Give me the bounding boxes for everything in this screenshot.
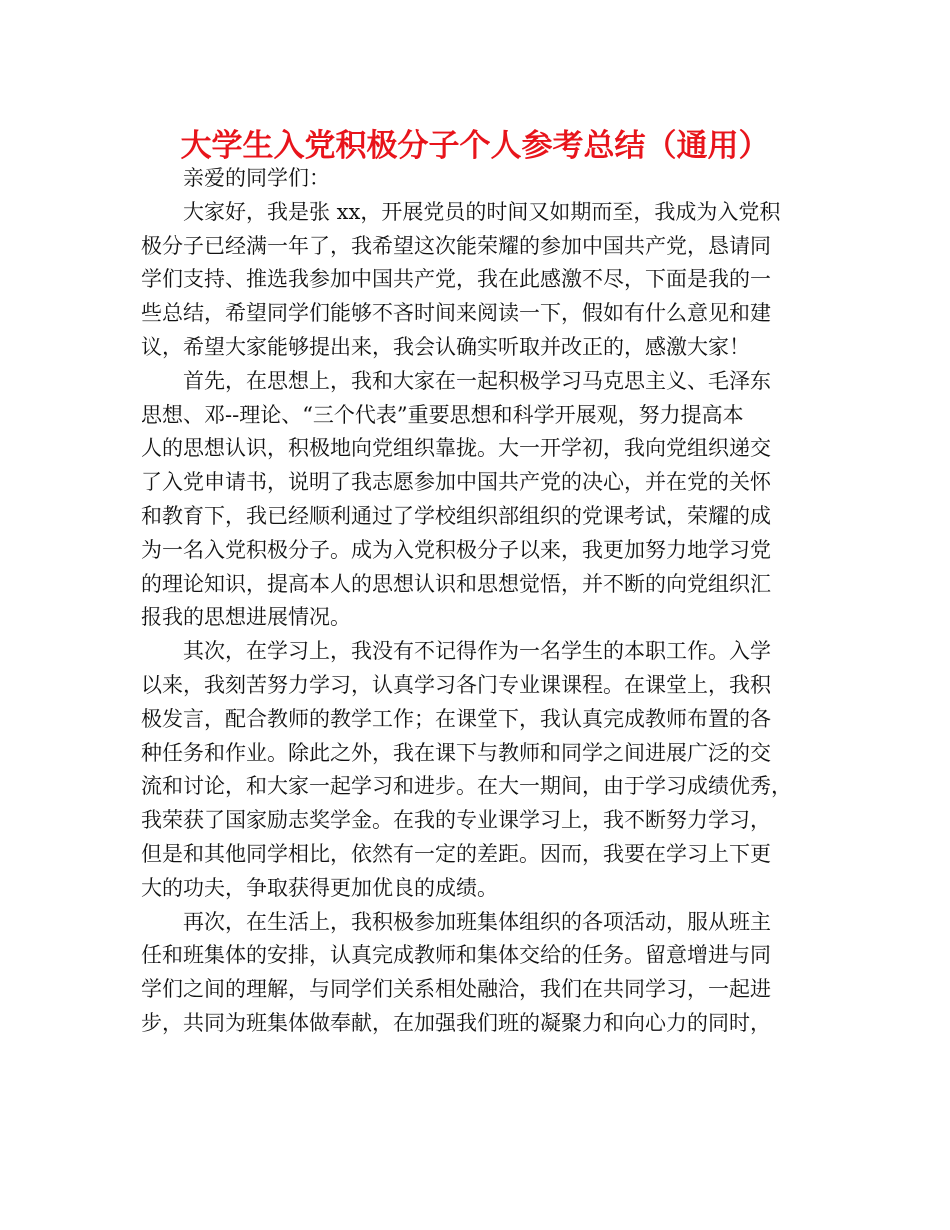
body-line: 大家好，我是张 xx，开展党员的时间又如期而至，我成为入党积 bbox=[183, 199, 781, 224]
body-line: 任和班集体的安排，认真完成教师和集体交给的任务。留意增进与同 bbox=[141, 943, 771, 968]
body-line: 再次，在生活上，我积极参加班集体组织的各项活动，服从班主 bbox=[183, 909, 771, 934]
body-line: 大的功夫，争取获得更加优良的成绩。 bbox=[141, 875, 498, 900]
salutation-line: 亲爱的同学们： bbox=[183, 166, 330, 190]
body-line: 了入党申请书，说明了我志愿参加中国共产党的决心，并在党的关怀 bbox=[141, 470, 771, 495]
body-line: 种任务和作业。除此之外，我在课下与教师和同学之间进展广泛的交 bbox=[141, 740, 771, 765]
body-line: 的理论知识，提高本人的思想认识和思想觉悟，并不断的向党组织汇 bbox=[141, 571, 771, 596]
body-line: 我荣获了国家励志奖学金。在我的专业课学习上，我不断努力学习， bbox=[141, 808, 771, 833]
body-line: 议，希望大家能够提出来，我会认确实听取并改正的，感激大家！ bbox=[141, 334, 750, 359]
body-line: 极分子已经满一年了，我希望这次能荣耀的参加中国共产党，恳请同 bbox=[141, 233, 771, 258]
document-title: 大学生入党积极分子个人参考总结（通用） bbox=[180, 128, 770, 164]
body-line: 首先，在思想上，我和大家在一起积极学习马克思主义、毛泽东 bbox=[183, 368, 771, 393]
body-line: 流和讨论，和大家一起学习和进步。在大一期间，由于学习成绩优秀， bbox=[141, 774, 792, 799]
body-line: 和教育下，我已经顺利通过了学校组织部组织的党课考试，荣耀的成 bbox=[141, 503, 771, 528]
body-line: 其次，在学习上，我没有不记得作为一名学生的本职工作。入学 bbox=[183, 639, 771, 664]
body-line: 些总结，希望同学们能够不吝时间来阅读一下，假如有什么意见和建 bbox=[141, 301, 771, 326]
body-line: 步，共同为班集体做奉献，在加强我们班的凝聚力和向心力的同时， bbox=[141, 1010, 771, 1035]
body-line: 但是和其他同学相比，依然有一定的差距。因而，我要在学习上下更 bbox=[141, 841, 771, 866]
body-line: 报我的思想进展情况。 bbox=[141, 605, 351, 630]
body-line: 学们之间的理解，与同学们关系相处融洽，我们在共同学习，一起进 bbox=[141, 977, 771, 1002]
body-line: 人的思想认识，积极地向党组织靠拢。大一开学初，我向党组织递交 bbox=[141, 436, 771, 461]
body-line: 思想、邓--理论、“三个代表”重要思想和科学开展观，努力提高本 bbox=[141, 402, 744, 427]
document-body bbox=[141, 162, 813, 1041]
body-line: 以来，我刻苦努力学习，认真学习各门专业课课程。在课堂上，我积 bbox=[141, 672, 771, 697]
body-line: 为一名入党积极分子。成为入党积极分子以来，我更加努力地学习党 bbox=[141, 537, 771, 562]
body-line: 学们支持、推选我参加中国共产党，我在此感激不尽，下面是我的一 bbox=[141, 267, 771, 292]
body-line: 极发言，配合教师的教学工作；在课堂下，我认真完成教师布置的各 bbox=[141, 706, 771, 731]
